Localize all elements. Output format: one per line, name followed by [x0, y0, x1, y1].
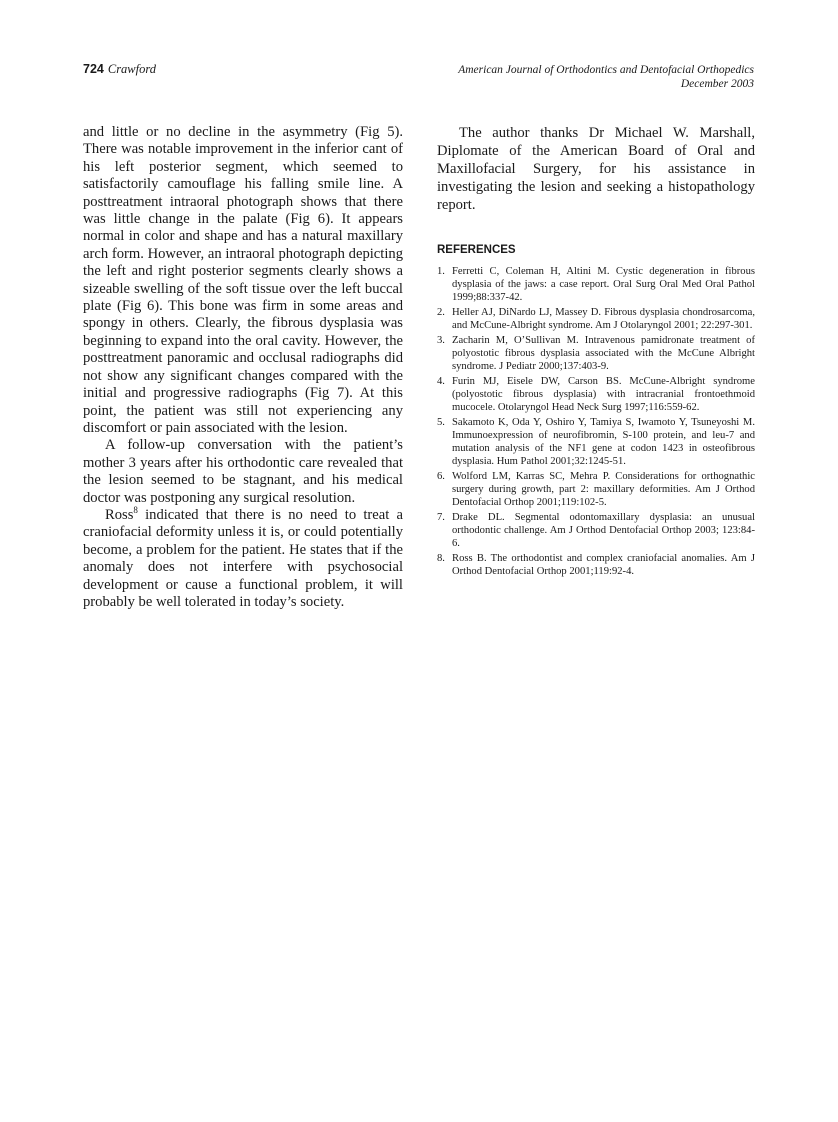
- references-heading: REFERENCES: [437, 244, 516, 256]
- right-column: [437, 124, 755, 580]
- reference-text: Ferretti C, Coleman H, Altini M. Cystic degeneration in fibrous dysplasia of the jaws: a case report. Oral Surg Oral Med Oral Pathol 1999;88:337-42.: [452, 266, 755, 303]
- issue-date: December 2003: [680, 78, 754, 90]
- reference-number: 7.: [437, 512, 445, 523]
- reference-text: Drake DL. Segmental odontomaxillary dysplasia: an unusual orthodontic challenge. Am J Orthod Dentofacial Orthop 2003; 123:84-6.: [452, 512, 755, 549]
- body-paragraph-3-text: indicated that there is no need to treat a craniofacial deformity unless it is, or could potentially become, a problem for the patient. He states that if the anomaly does not interfere with psychosocial development or cause a functional problem, it will probably be well tolerated in today’s society.: [83, 506, 403, 610]
- running-header-right: [458, 63, 754, 91]
- reference-number: 4.: [437, 376, 445, 387]
- cited-author: Ross: [105, 506, 134, 523]
- reference-item: [437, 265, 755, 304]
- acknowledgment: The author thanks Dr Michael W. Marshall, Diplomate of the American Board of Oral and Maxillofacial Surgery, for his assistance in investigating the lesion and seeking a histopathology report.: [437, 125, 755, 213]
- reference-text: Heller AJ, DiNardo LJ, Massey D. Fibrous dysplasia chondrosarcoma, and McCune-Albright syndrome. Am J Otolaryngol 2001; 22:297-301.: [452, 307, 755, 331]
- reference-text: Wolford LM, Karras SC, Mehra P. Considerations for orthognathic surgery during growth, part 2: maxillary deformities. Am J Orthod Dentofacial Orthop 2001;119:102-5.: [452, 471, 755, 508]
- reference-item: [437, 375, 755, 414]
- body-paragraph-1: and little or no decline in the asymmetry (Fig 5). There was notable improvement in the inferior cant of his left posterior segment, which seemed to satisfactorily camouflage his falling smile line. A posttreatment intraoral photograph shows that there was little change in the palate (Fig 6). It appears normal in color and shape and has a natural maxillary arch form. However, an intraoral photograph depicting the left and right posterior segments clearly shows a sizeable swelling of the soft tissue over the left buccal plate (Fig 6). This bone was firm in some areas and spongy in others. Clearly, the fibrous dysplasia was beginning to expand into the oral cavity. However, the posttreatment panoramic and occlusal radiographs did not show any significant changes compared with the initial and progressive radiographs (Fig 7). At this point, the patient was still not experiencing any discomfort or pain associated with the lesion.: [83, 124, 403, 436]
- reference-number: 6.: [437, 471, 445, 482]
- reference-item: [437, 470, 755, 509]
- reference-number: 5.: [437, 417, 445, 428]
- reference-list: [437, 265, 755, 578]
- reference-item: [437, 416, 755, 468]
- reference-text: Ross B. The orthodontist and complex craniofacial anomalies. Am J Orthod Dentofacial Orthop 2001;119:92-4.: [452, 553, 755, 577]
- running-author: Crawford: [107, 62, 157, 76]
- reference-number: 3.: [437, 335, 445, 346]
- left-column: [83, 124, 403, 611]
- body-paragraph-3: [83, 507, 403, 611]
- reference-text: Furin MJ, Eisele DW, Carson BS. McCune-Albright syndrome (polyostotic fibrous dysplasia) with intracranial frontoethmoid mucocele. Otolaryngol Head Neck Surg 1997;116:559-62.: [452, 376, 755, 413]
- reference-item: [437, 334, 755, 373]
- journal-title: American Journal of Orthodontics and Dentofacial Orthopedics: [458, 64, 754, 76]
- reference-item: [437, 552, 755, 578]
- reference-number: 2.: [437, 307, 445, 318]
- running-header-left: [83, 62, 156, 77]
- reference-item: [437, 306, 755, 332]
- body-paragraph-2: A follow-up conversation with the patient’s mother 3 years after his orthodontic care revealed that the lesion seemed to be stagnant, and his medical doctor was postponing any surgical resolution.: [83, 437, 403, 506]
- reference-text: Sakamoto K, Oda Y, Oshiro Y, Tamiya S, Iwamoto Y, Tsuneyoshi M. Immunoexpression of neurofibromin, S-100 protein, and leu-7 and mutation analysis of the NF1 gene at codon 1423 in osteofibrous dysplasia. Hum Pathol 2001;32:1245-51.: [452, 417, 755, 467]
- reference-item: [437, 511, 755, 550]
- citation-superscript: 8: [133, 505, 138, 516]
- reference-number: 1.: [437, 266, 445, 277]
- page-number: 724: [83, 62, 104, 76]
- reference-number: 8.: [437, 553, 445, 564]
- reference-text: Zacharin M, O’Sullivan M. Intravenous pamidronate treatment of polyostotic fibrous dysplasia associated with the McCune Albright syndrome. J Pediatr 2000;137:403-9.: [452, 335, 755, 372]
